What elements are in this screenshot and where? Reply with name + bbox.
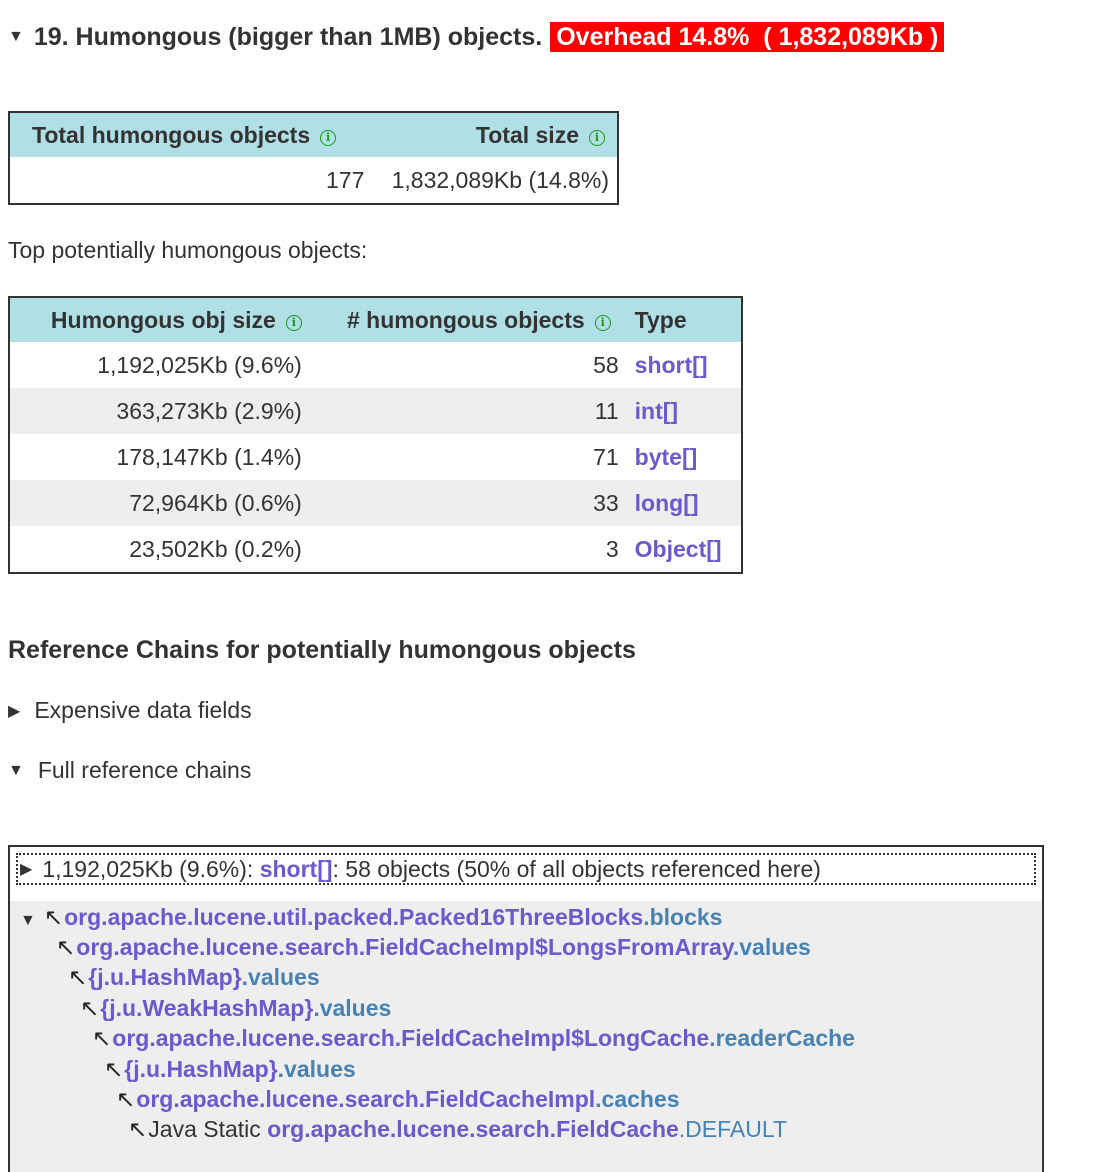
chain-step	[20, 902, 722, 932]
table-row	[9, 480, 742, 526]
info-icon[interactable]: i	[595, 315, 611, 331]
col-header-total-size	[370, 112, 618, 157]
table-row	[9, 388, 742, 434]
chain-step	[80, 993, 391, 1023]
count-cell: 3	[605, 535, 619, 562]
count-cell: 58	[593, 351, 619, 378]
table-row	[9, 342, 742, 388]
size-cell: 363,273Kb (2.9%)	[9, 388, 314, 434]
ref-arrow-icon: ↖	[128, 1116, 148, 1142]
ref-arrow-icon: ↖	[104, 1056, 124, 1082]
chain-field: .values	[277, 1056, 356, 1082]
table-row	[9, 526, 742, 573]
col-header-label: # humongous objects	[346, 306, 585, 333]
ref-chains-title: Reference Chains for potentially humongous objects	[8, 636, 636, 664]
chain-step	[116, 1084, 680, 1114]
full-chains-toggle[interactable]	[8, 757, 251, 784]
col-header-type	[623, 297, 742, 342]
ref-arrow-icon: ↖	[68, 964, 88, 990]
chain-step	[56, 932, 811, 962]
toggle-label: Full reference chains	[37, 757, 252, 783]
col-header-total-objects	[9, 112, 370, 157]
count-cell: 33	[314, 480, 623, 526]
chain-field: .blocks	[643, 904, 723, 930]
col-header-obj-count	[314, 297, 623, 342]
type-link[interactable]: int[]	[623, 388, 742, 434]
chain-step	[68, 962, 320, 992]
overhead-badge: Overhead 14.8% ( 1,832,089Kb )	[550, 22, 944, 52]
ref-arrow-icon: ↖	[80, 995, 100, 1021]
chain-class-link[interactable]: org.apache.lucene.search.FieldCacheImpl$LongCache	[112, 1025, 710, 1051]
chain-summary-toggle[interactable]	[16, 853, 1036, 885]
count-cell: 11	[314, 388, 623, 434]
triangle-down-icon: ▼	[8, 761, 24, 779]
chain-size: 1,192,025Kb (9.6%):	[42, 855, 260, 882]
total-objects-value: 177	[325, 166, 365, 193]
top-objects-label: Top potentially humongous objects:	[8, 237, 368, 263]
chain-field: .DEFAULT	[678, 1116, 787, 1142]
chain-class-link[interactable]: org.apache.lucene.search.FieldCacheImpl	[136, 1086, 596, 1112]
expensive-fields-toggle[interactable]	[8, 697, 252, 724]
chain-class-link[interactable]: {j.u.HashMap}	[88, 964, 242, 990]
ref-arrow-icon: ↖	[43, 904, 64, 930]
chain-step	[104, 1054, 356, 1084]
type-link[interactable]: Object[]	[634, 535, 722, 562]
size-cell: 23,502Kb (0.2%)	[129, 535, 302, 562]
chain-class-link[interactable]: org.apache.lucene.search.FieldCacheImpl$LongsFromArray	[76, 934, 733, 960]
size-cell: 1,192,025Kb (9.6%)	[97, 351, 302, 378]
size-cell: 178,147Kb (1.4%)	[116, 443, 302, 470]
summary-header-row	[9, 112, 618, 157]
ref-arrow-icon: ↖	[56, 934, 76, 960]
col-header-label: Total humongous objects	[32, 121, 311, 148]
col-header-label: Total size	[475, 121, 579, 148]
total-size-value: 1,832,089Kb (14.8%)	[391, 166, 609, 193]
info-icon[interactable]: i	[320, 130, 336, 146]
table-row	[9, 434, 742, 480]
chain-summary-row	[10, 847, 1042, 901]
chain-step	[128, 1114, 787, 1144]
chain-class-link[interactable]: org.apache.lucene.search.FieldCache	[267, 1116, 679, 1142]
chain-field: .values	[313, 995, 392, 1021]
type-link[interactable]: byte[]	[634, 443, 698, 470]
type-link[interactable]: long[]	[623, 480, 742, 526]
triangle-down-icon: ▼	[8, 28, 24, 45]
info-icon[interactable]: i	[589, 130, 605, 146]
size-cell: 72,964Kb (0.6%)	[9, 480, 314, 526]
chain-summary-rest: : 58 objects (50% of all objects referenced here)	[332, 855, 821, 882]
count-cell: 71	[593, 443, 619, 470]
col-header-label: Type	[634, 306, 687, 333]
chain-step	[92, 1023, 855, 1053]
chain-field: .caches	[595, 1086, 680, 1112]
section-title: 19. Humongous (bigger than 1MB) objects.	[33, 22, 543, 51]
ref-arrow-icon: ↖	[92, 1025, 112, 1051]
col-header-obj-size	[9, 297, 314, 342]
type-link[interactable]: short[]	[634, 351, 708, 378]
triangle-right-icon: ▶	[8, 702, 21, 720]
top-header-row	[9, 297, 742, 342]
chain-class-link[interactable]: {j.u.WeakHashMap}	[100, 995, 314, 1021]
reference-chain-panel	[8, 845, 1044, 1172]
info-icon[interactable]: i	[286, 315, 302, 331]
table-row	[9, 157, 618, 204]
top-humongous-table	[8, 296, 743, 574]
col-header-label: Humongous obj size	[50, 306, 276, 333]
chain-field: .values	[732, 934, 811, 960]
ref-arrow-icon: ↖	[116, 1086, 136, 1112]
chain-field: .readerCache	[709, 1025, 855, 1051]
triangle-down-icon[interactable]: ▼	[20, 912, 36, 929]
section-header-toggle[interactable]	[8, 20, 944, 54]
chain-field: .values	[241, 964, 320, 990]
java-static-label: Java Static	[148, 1116, 268, 1142]
triangle-right-icon: ▶	[20, 861, 33, 878]
chain-class-link[interactable]: org.apache.lucene.util.packed.Packed16ThreeBlocks	[64, 904, 644, 930]
chain-type-link[interactable]: short[]	[259, 855, 333, 882]
summary-table	[8, 111, 619, 205]
toggle-label: Expensive data fields	[34, 697, 252, 723]
chain-class-link[interactable]: {j.u.HashMap}	[124, 1056, 278, 1082]
